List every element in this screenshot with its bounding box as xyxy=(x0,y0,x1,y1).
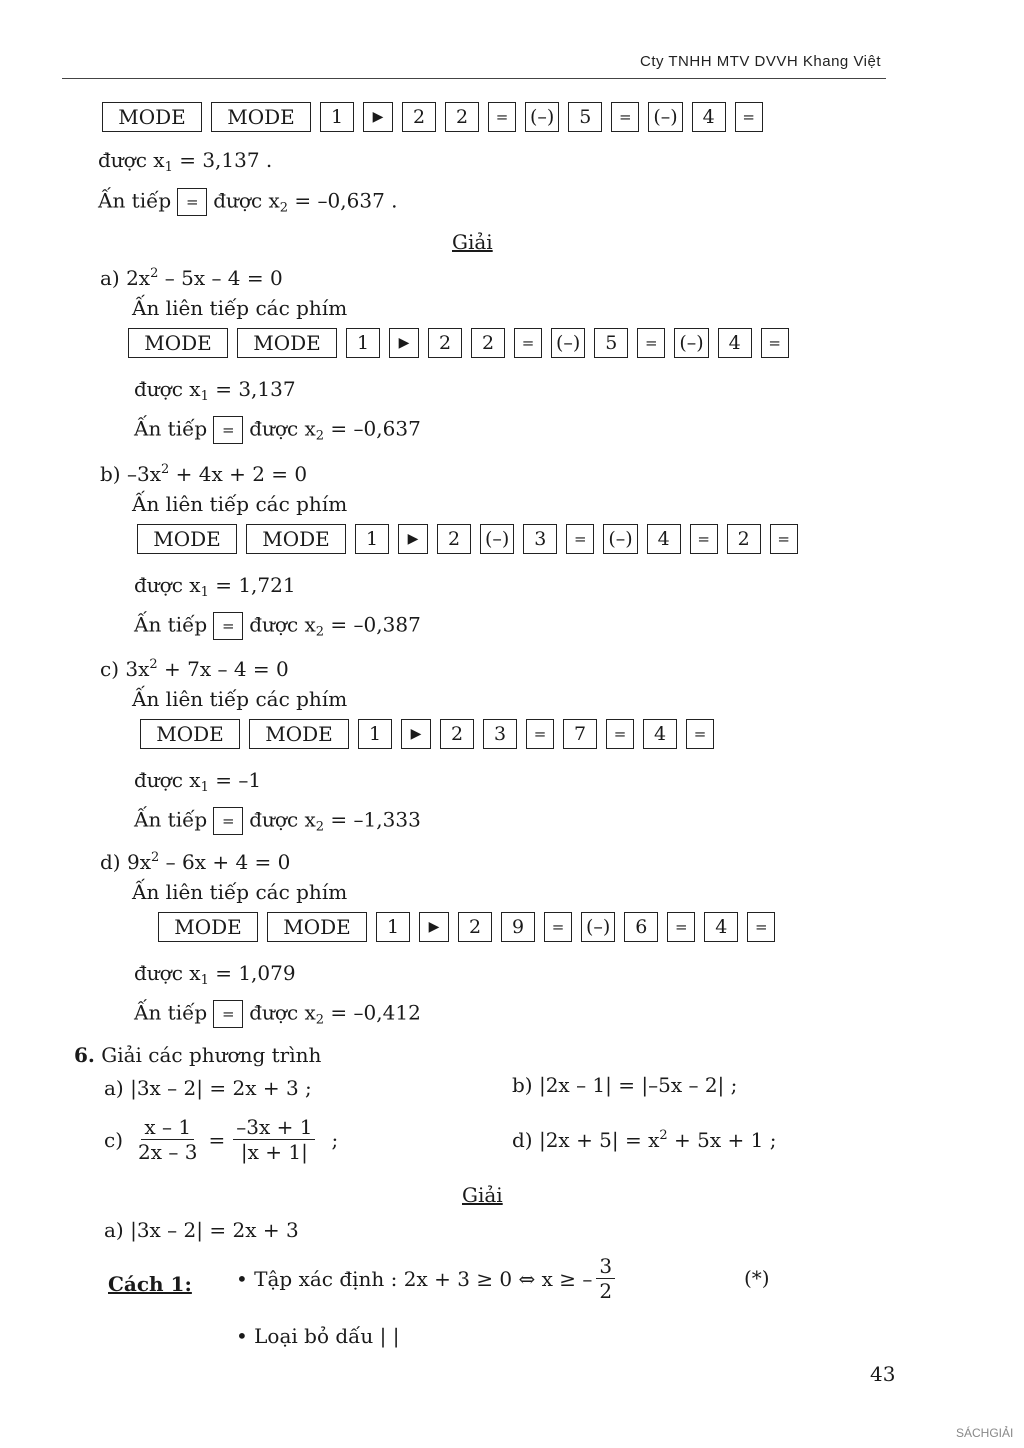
equals-key: = xyxy=(667,912,695,942)
press-instruction: Ấn liên tiếp các phím xyxy=(132,880,348,904)
equals-key: = xyxy=(761,328,789,358)
fraction-three-halves: $\frac{3}{2}$ xyxy=(596,1254,615,1303)
giai-heading-1: Giải xyxy=(452,230,493,254)
mode-key: MODE xyxy=(211,102,311,132)
negative-key: (–) xyxy=(480,524,514,554)
mode-key: MODE xyxy=(102,102,202,132)
ex6-a: a) |3x – 2| = 2x + 3 ; xyxy=(104,1076,312,1100)
right-arrow-key: ▶ xyxy=(401,719,431,749)
digit-key: 4 xyxy=(692,102,726,132)
digit-key: 1 xyxy=(320,102,354,132)
star-marker: (*) xyxy=(744,1266,770,1290)
watermark-logo: SÁCHGIẢI xyxy=(956,1426,1014,1440)
digit-key: 2 xyxy=(471,328,505,358)
result-x1: được $x_1 = 3,137$ xyxy=(134,377,296,404)
ex6-d: d) $|2x + 5| = x^2 + 5x + 1$ ; xyxy=(512,1128,777,1152)
digit-key: 3 xyxy=(483,719,517,749)
equals-key: = xyxy=(526,719,554,749)
digit-key: 2 xyxy=(458,912,492,942)
negative-key: (–) xyxy=(603,524,637,554)
part-equation: a) $2x^2 - 5x - 4 = 0$ xyxy=(100,266,283,290)
ex6-c: c) $\frac{x - 1}{2x - 3}$ = $\frac{-3x + 1}{|x + 1|}$ ; xyxy=(104,1115,339,1164)
key-sequence xyxy=(158,912,775,942)
result-x1: được $x_1 = 1,721$ xyxy=(134,573,296,600)
digit-key: 4 xyxy=(704,912,738,942)
equals-key: = xyxy=(488,102,516,132)
equals-key: = xyxy=(637,328,665,358)
digit-key: 6 xyxy=(624,912,658,942)
mode-key: MODE xyxy=(237,328,337,358)
result-x1: được $x_1 = -1$ xyxy=(134,768,262,795)
digit-key: 5 xyxy=(568,102,602,132)
key-sequence xyxy=(128,328,789,358)
right-arrow-key: ▶ xyxy=(389,328,419,358)
result-x2: Ấn tiếp = được $x_2 = -1,333$ xyxy=(134,807,421,835)
equals-key: = xyxy=(686,719,714,749)
result-x2: Ấn tiếp = được $x_2 = -0,387$ xyxy=(134,612,421,640)
exercise-6-title: 6. Giải các phương trình xyxy=(74,1043,322,1067)
equals-key: = xyxy=(213,416,243,444)
negative-key: (–) xyxy=(525,102,559,132)
part-equation: c) $3x^2 + 7x - 4 = 0$ xyxy=(100,657,289,681)
equals-key: = xyxy=(611,102,639,132)
result-x2: Ấn tiếp = được $x_2 = -0,412$ xyxy=(134,1000,421,1028)
digit-key: 2 xyxy=(440,719,474,749)
negative-key: (–) xyxy=(581,912,615,942)
equals-key: = xyxy=(735,102,763,132)
fraction-right: $\frac{-3x + 1}{|x + 1|}$ xyxy=(233,1115,315,1164)
header-rule xyxy=(62,78,886,79)
mode-key: MODE xyxy=(158,912,258,942)
equals-key: = xyxy=(514,328,542,358)
mode-key: MODE xyxy=(128,328,228,358)
mode-key: MODE xyxy=(249,719,349,749)
equals-key: = xyxy=(213,807,243,835)
digit-key: 2 xyxy=(437,524,471,554)
digit-key: 5 xyxy=(594,328,628,358)
digit-key: 2 xyxy=(402,102,436,132)
result-x1: được $x_1 = 1,079$ xyxy=(134,961,296,988)
equals-key: = xyxy=(690,524,718,554)
page-number: 43 xyxy=(870,1362,896,1386)
digit-key: 2 xyxy=(727,524,761,554)
right-arrow-key: ▶ xyxy=(398,524,428,554)
right-arrow-key: ▶ xyxy=(419,912,449,942)
equals-key: = xyxy=(747,912,775,942)
part-equation: d) $9x^2 - 6x + 4 = 0$ xyxy=(100,850,291,874)
remove-abs-bullet: • Loại bỏ dấu | | xyxy=(236,1324,400,1348)
digit-key: 1 xyxy=(358,719,392,749)
top-result-x2: Ấn tiếp = được $x_2 = -0,637$ . xyxy=(98,188,398,216)
key-sequence xyxy=(140,719,714,749)
digit-key: 2 xyxy=(445,102,479,132)
digit-key: 4 xyxy=(643,719,677,749)
digit-key: 7 xyxy=(563,719,597,749)
digit-key: 9 xyxy=(501,912,535,942)
right-arrow-key: ▶ xyxy=(363,102,393,132)
digit-key: 2 xyxy=(428,328,462,358)
equals-key: = xyxy=(213,1000,243,1028)
negative-key: (–) xyxy=(648,102,682,132)
press-instruction: Ấn liên tiếp các phím xyxy=(132,687,348,711)
giai-heading-2: Giải xyxy=(462,1183,503,1207)
equals-key: = xyxy=(544,912,572,942)
key-sequence xyxy=(137,524,798,554)
digit-key: 4 xyxy=(718,328,752,358)
digit-key: 1 xyxy=(376,912,410,942)
ex6-b: b) |2x – 1| = |–5x – 2| ; xyxy=(512,1073,738,1097)
equals-key: = xyxy=(606,719,634,749)
part-equation: b) $-3x^2 + 4x + 2 = 0$ xyxy=(100,462,308,486)
mode-key: MODE xyxy=(267,912,367,942)
domain-bullet: • Tập xác định : 2x + 3 ≥ 0 ⇔ x ≥ – $\frac{3}{2}$ xyxy=(236,1254,619,1303)
press-instruction: Ấn liên tiếp các phím xyxy=(132,492,348,516)
top-key-sequence xyxy=(102,102,763,132)
fraction-left: $\frac{x - 1}{2x - 3}$ xyxy=(138,1115,198,1164)
negative-key: (–) xyxy=(674,328,708,358)
equals-key: = xyxy=(177,188,207,216)
mode-key: MODE xyxy=(137,524,237,554)
method-1-label: Cách 1: xyxy=(108,1272,192,1296)
equals-key: = xyxy=(566,524,594,554)
equals-key: = xyxy=(770,524,798,554)
digit-key: 4 xyxy=(647,524,681,554)
digit-key: 1 xyxy=(355,524,389,554)
press-instruction: Ấn liên tiếp các phím xyxy=(132,296,348,320)
publisher-header: Cty TNHH MTV DVVH Khang Việt xyxy=(640,53,882,70)
digit-key: 3 xyxy=(523,524,557,554)
mode-key: MODE xyxy=(246,524,346,554)
result-x2: Ấn tiếp = được $x_2 = -0,637$ xyxy=(134,416,421,444)
top-result-x1: được $x_1 = 3,137$ . xyxy=(98,148,273,175)
negative-key: (–) xyxy=(551,328,585,358)
equals-key: = xyxy=(213,612,243,640)
mode-key: MODE xyxy=(140,719,240,749)
digit-key: 1 xyxy=(346,328,380,358)
solution-a: a) |3x – 2| = 2x + 3 xyxy=(104,1218,299,1242)
